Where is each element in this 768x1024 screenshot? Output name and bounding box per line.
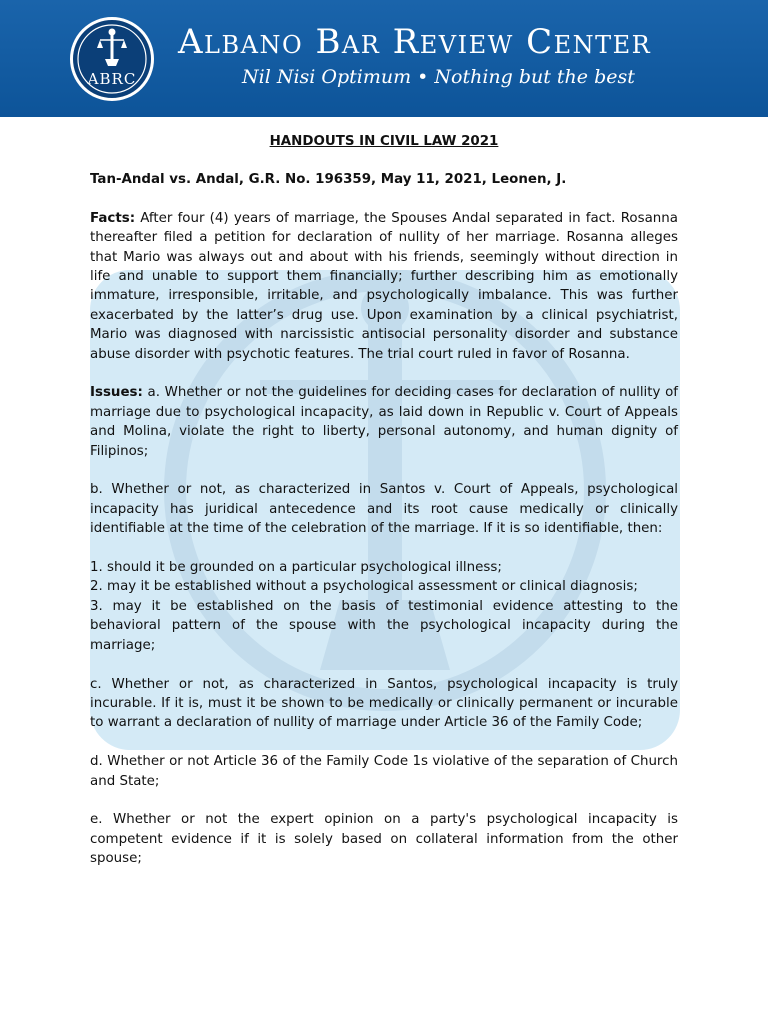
issue-b-paragraph: b. Whether or not, as characterized in Santos v. Court of Appeals, psychological incapacity has juridical antecedence and its root cause medically or clinically identifiable at the time of the celebration of the marriage. If it is so identifiable, then: xyxy=(90,482,678,537)
brand-name: Albano Bar Review Center xyxy=(178,22,652,62)
facts-text: After four (4) years of marriage, the Spouses Andal separated in fact. Rosanna thereafter filed a petition for declaration of nullity of her marriage. Rosanna alleges that Mario was always out and about with his friends, seemingly without direction in life and unable to support them financially; further describing him as emotionally immature, irresponsible, irritable, and psychologically imbalance. This was further exacerbated by the latter’s drug use. Upon examination by a clinical psychiatrist, Mario was diagnosed with narcissistic antisocial personality disorder and substance abuse disorder with psychotic features. The trial court ruled in favor of Rosanna. xyxy=(90,210,678,362)
seal-text: ABRC xyxy=(87,70,137,88)
issues-label: Issues: xyxy=(90,385,143,401)
facts-label: Facts: xyxy=(90,210,136,226)
facts-paragraph xyxy=(90,209,678,364)
brand-tagline: Nil Nisi Optimum • Nothing but the best xyxy=(242,66,635,88)
sub-item-1: 1. should it be grounded on a particular psychological illness; xyxy=(90,560,502,576)
sub-item-2: 2. may it be established without a psychological assessment or clinical diagnosis; xyxy=(90,579,638,595)
issue-e-paragraph: e. Whether or not the expert opinion on a party's psychological incapacity is competent evidence if it is solely based on collateral information from the other spouse; xyxy=(90,812,678,867)
issue-a-paragraph xyxy=(90,383,678,461)
issue-c-paragraph: c. Whether or not, as characterized in Santos, psychological incapacity is truly incurable. If it is, must it be shown to be medically or clinically permanent or incurable to warrant a declaration of nullity of marriage under Article 36 of the Family Code; xyxy=(90,676,678,731)
page-title: HANDOUTS IN CIVIL LAW 2021 xyxy=(269,134,499,149)
document-body xyxy=(90,132,678,888)
abrc-seal-logo xyxy=(70,17,154,101)
header-banner xyxy=(0,0,768,117)
issue-d-paragraph: d. Whether or not Article 36 of the Family Code 1s violative of the separation of Church and State; xyxy=(90,754,678,789)
case-heading: Tan-Andal vs. Andal, G.R. No. 196359, May 11, 2021, Leonen, J. xyxy=(90,172,567,188)
issue-a-text: a. Whether or not the guidelines for deciding cases for declaration of nullity of marriage due to psychological incapacity, as laid down in Republic v. Court of Appeals and Molina, violate the right to liberty, personal autonomy, and human dignity of Filipinos; xyxy=(90,385,678,459)
sub-item-3: 3. may it be established on the basis of testimonial evidence attesting to the behavioral pattern of the spouse with the psychological incapacity during the marriage; xyxy=(90,598,678,653)
